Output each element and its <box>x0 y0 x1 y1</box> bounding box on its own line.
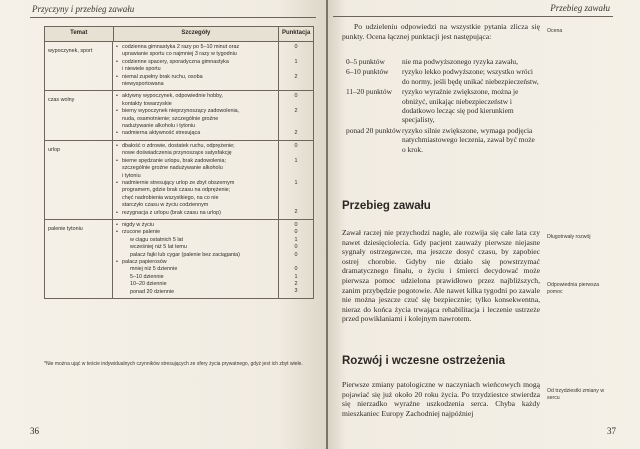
point-value: 2 <box>294 73 298 80</box>
row-details <box>113 91 279 139</box>
detail-line: palacz fajki lub cygar (palenie bez zaciągania) <box>130 251 240 258</box>
table-body <box>45 42 313 298</box>
point-value: 1 <box>294 273 298 280</box>
detail-line: • rezygnacja z urlopu (brak czasu na urlop) <box>116 210 275 217</box>
score-description: ryzyko wyraźnie zwiększone, można je obniżyć, unikając niebezpieczeństw i dodatkowo lecząc się pod kierunkiem specjalisty, <box>402 87 519 125</box>
score-range: 11–20 punktów <box>346 87 392 97</box>
detail-line: uprawianie sportu co najmniej 3 razy w tygodniu <box>122 51 237 58</box>
point-value: 0 <box>294 244 298 251</box>
point-value: 2 <box>294 281 298 288</box>
header-details: Szczegóły <box>114 27 280 41</box>
risk-table <box>44 26 314 299</box>
detail-line: • niemal zupełny brak ruchu, osoba <box>116 74 275 81</box>
detail-line: ponad 20 dziennie <box>130 288 175 295</box>
running-head-left: Przyczyny i przebieg zawału <box>32 4 135 14</box>
score-description: ryzyko silnie zwiększone, wymaga podjęcia natychmiastowego leczenia, zawał być może o krok. <box>402 125 535 154</box>
row-topic: wypoczynek, sport <box>45 42 113 90</box>
heading-rozwoj: Rozwój i wczesne ostrzeżenia <box>342 355 505 367</box>
detail-line: • bierne spędzanie urlopu, brak zadowolenia; <box>116 158 275 165</box>
intro-paragraph: Po udzieleniu odpowiedzi na wszystkie pytania zlicza się punkty. Ocena łącznej punktacji jest następująca: <box>342 22 540 41</box>
header-points: Punktacja <box>281 30 311 37</box>
detail-line: niewysportowana <box>122 81 164 88</box>
row-points <box>279 91 313 139</box>
point-value: 0 <box>294 93 298 100</box>
point-value <box>282 66 310 73</box>
point-value: 2 <box>294 130 298 137</box>
detail-line: wcześniej niż 5 lat temu <box>130 244 187 251</box>
detail-line: • codzienna gimnastyka 2 razy po 5–10 minut oraz <box>116 44 275 51</box>
score-description: ryzyko lekko podwyższone; wszystko wróci do normy, jeśli będę unikać niebezpieczeństw, <box>402 67 539 86</box>
margin-note-ocena: Ocena <box>547 28 563 34</box>
point-value: 2 <box>294 209 298 216</box>
row-details <box>113 141 279 219</box>
point-value: 0 <box>294 44 298 50</box>
point-value: 0 <box>294 221 298 228</box>
score-range: 6–10 punktów <box>346 67 389 77</box>
heading-przebieg: Przebieg zawału <box>342 200 431 212</box>
detail-line: kontakty towarzyskie <box>122 100 172 107</box>
detail-line: programem, gdzie brak czasu na odprężenie; <box>122 187 231 194</box>
row-points <box>279 42 313 90</box>
point-value <box>282 150 310 157</box>
table-row <box>45 42 313 91</box>
row-topic: czas wolny <box>45 91 113 139</box>
detail-line: w ciągu ostatnich 5 lat <box>130 236 184 243</box>
score-range: ponad 20 punktów <box>346 125 402 135</box>
point-value <box>282 202 310 209</box>
row-details <box>113 220 279 298</box>
row-details <box>113 42 279 90</box>
score-row <box>346 57 540 66</box>
point-value <box>282 51 310 58</box>
detail-line: i niewiele sportu <box>122 66 161 73</box>
detail-line: szczególnie groźne nadużywanie alkoholu <box>122 165 223 172</box>
point-value: 1 <box>294 58 298 65</box>
table-row <box>45 220 313 298</box>
detail-line: • aktywny wypoczynek, odpowiednie hobby, <box>116 93 275 100</box>
page-number-right: 37 <box>607 426 616 436</box>
header-rule-right <box>333 16 613 17</box>
detail-line: nuda, osamotnienie; szczególnie groźne <box>122 115 219 122</box>
table-row <box>45 91 313 140</box>
margin-note-pierwsza-pomoc: Odpowiednia pierwsza pomoc <box>547 282 600 295</box>
detail-line: • codzienne spacery, sporadyczna gimnastyka <box>116 59 275 66</box>
detail-line: • palacz papierosów <box>116 259 275 266</box>
table-row <box>45 141 313 220</box>
detail-line: starczyło czasu w życiu codziennym <box>122 202 209 209</box>
detail-line: 5–10 dziennie <box>130 273 164 280</box>
detail-line: 10–20 dziennie <box>130 281 167 288</box>
score-row <box>346 67 540 86</box>
point-value: 0 <box>294 266 298 273</box>
detail-line: • nadmierna aktywność stresująca <box>116 130 275 137</box>
row-points <box>279 220 313 298</box>
row-points <box>279 141 313 219</box>
score-row <box>346 126 540 154</box>
point-value: 0 <box>294 251 298 258</box>
point-value: 0 <box>294 142 298 149</box>
paragraph-przebieg: Zawał raczej nie przychodzi nagle, ale rozwija się całe lata czy nawet dziesięciolecia. Gdy pacjent zauważy pierwsze niejasne sygnały ostrzegawcze, ma jeszcze dosyć czasu, by zapobiec ostrej chorobie. Gdyby nie działo się powstrzymać dramatycznego finału, o życiu i śmierci decydować może pierwsza pomoc udzielona prawidłowo przez najbliższych, zanim przybędzie pogotowie. Ale nawet kilka tygodni po zawale nie można jeszcze czuć się bezpiecznie; tylko konsekwentna, nieraz do końca życia trwająca rehabilitacja i leczenie ustrzeże przed powikłaniami i kolejnym nawrotem. <box>342 228 540 324</box>
point-value: 1 <box>294 179 298 186</box>
running-head-right: Przebieg zawału <box>550 3 610 13</box>
header-rule-left <box>30 17 316 18</box>
detail-line: nowe doświadczenia przynoszące satysfakcję <box>122 150 232 157</box>
detail-line: i tytoniu <box>122 172 141 179</box>
detail-line: • dbałość o zdrowie, dostatek ruchu, odprężenie; <box>116 143 275 150</box>
point-value <box>282 187 310 194</box>
paragraph-rozwoj: Pierwsze zmiany patologiczne w naczyniach wieńcowych mogą pojawiać się już około 20 roku życia. Po trzydziestce stwierdza się nierzadko wyraźne uszkodzenia serca. Chyba każdy mieszkaniec Europy Zachodniej najpóźniej <box>342 380 540 418</box>
detail-line: nadużywanie alkoholu i tytoniu <box>122 123 196 130</box>
header-topic: Temat <box>45 27 114 41</box>
point-value <box>282 195 310 202</box>
page-number-left: 36 <box>30 426 39 436</box>
detail-line: • bierny wypoczynek nieprzynoszący zadowolenia, <box>116 108 275 115</box>
margin-note-trzydziestka: Od trzydziestki zmiany w sercu <box>547 388 605 401</box>
detail-line: • rzucone palenie <box>116 229 275 236</box>
point-value: 1 <box>294 157 298 164</box>
point-value <box>282 101 310 108</box>
point-value <box>282 116 310 123</box>
point-value <box>282 172 310 179</box>
detail-line: • nigdy w życiu <box>116 222 275 229</box>
point-value: 1 <box>294 236 298 243</box>
score-description: nie ma podwyższonego ryzyka zawału, <box>402 57 518 66</box>
point-value: 3 <box>294 288 298 295</box>
point-value: 2 <box>294 108 298 115</box>
point-value: 0 <box>294 229 298 236</box>
footnote: *Nie można ująć w teście indywidualnych czynników stresujących ze sfery życia prywatnego, gdyż jest ich zbyt wiele. <box>44 361 303 367</box>
detail-line: mniej niż 5 dziennie <box>130 266 178 273</box>
margin-note-dlugotrwaly: Długotrwały rozwój <box>547 234 591 240</box>
score-list <box>346 57 540 155</box>
point-value <box>282 165 310 172</box>
detail-line: • nadmiernie stresujący urlop ze zbyt obszernym <box>116 180 275 187</box>
detail-line: chęć nadrobienia wszystkiego, na co nie <box>122 194 219 201</box>
point-value <box>282 81 310 88</box>
score-row <box>346 87 540 125</box>
score-range: 0–5 punktów <box>346 57 385 66</box>
table-header <box>45 27 313 42</box>
row-topic: urlop <box>45 141 113 219</box>
row-topic: palenie tytoniu <box>45 220 113 298</box>
point-value <box>282 259 310 266</box>
point-value <box>282 123 310 130</box>
